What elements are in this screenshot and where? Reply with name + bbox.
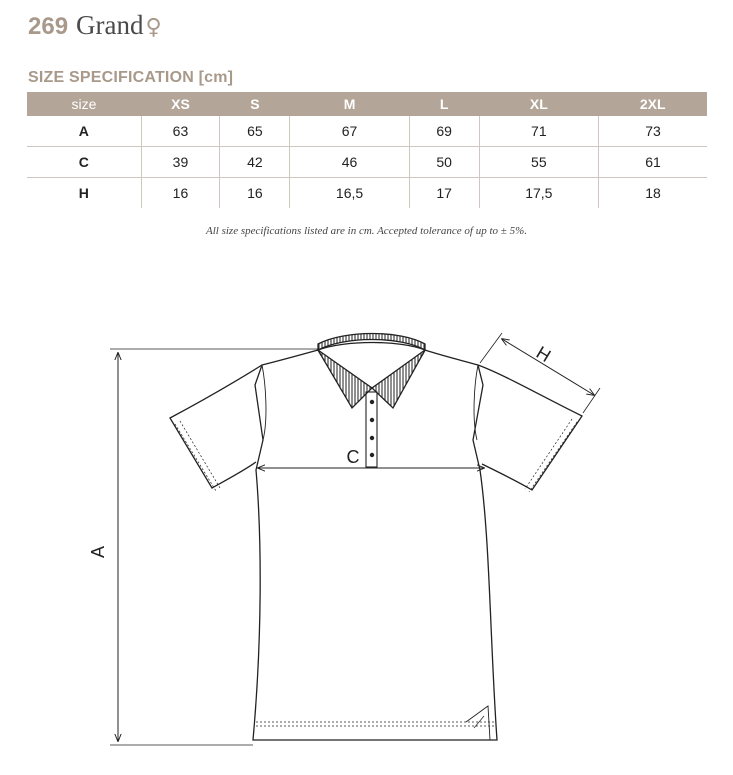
table-cell: 42 <box>220 147 290 178</box>
table-cell: 65 <box>220 116 290 147</box>
table-row <box>27 178 707 209</box>
table-cell: 50 <box>409 147 479 178</box>
table-cell: 18 <box>598 178 707 209</box>
dimension-c <box>258 447 484 468</box>
size-header-m: M <box>290 92 409 116</box>
row-label-c: C <box>27 147 141 178</box>
table-cell: 55 <box>479 147 598 178</box>
button-placket <box>366 392 377 467</box>
size-header-s: S <box>220 92 290 116</box>
product-name: Grand <box>76 10 144 40</box>
dimension-c-label: C <box>346 447 360 467</box>
table-cell: 73 <box>598 116 707 147</box>
size-header-l: L <box>409 92 479 116</box>
product-code: 269 <box>28 13 69 40</box>
table-cell: 17 <box>409 178 479 209</box>
female-symbol-icon: ♀ <box>145 15 162 40</box>
tolerance-note: All size specifications listed are in cm. Accepted tolerance of up to ± 5%. <box>206 225 527 237</box>
dimension-a-label: A <box>88 545 108 559</box>
table-cell: 16,5 <box>290 178 409 209</box>
size-header-xl: XL <box>479 92 598 116</box>
table-cell: 71 <box>479 116 598 147</box>
table-cell: 61 <box>598 147 707 178</box>
table-cell: 67 <box>290 116 409 147</box>
collar <box>318 334 425 409</box>
table-cell: 63 <box>141 116 220 147</box>
product-title <box>28 10 162 44</box>
size-specification-heading: SIZE SPECIFICATION [cm] <box>28 69 234 86</box>
size-column-header: size <box>27 92 141 116</box>
dimension-h-label: H <box>532 342 555 367</box>
table-cell: 16 <box>220 178 290 209</box>
table-cell: 17,5 <box>479 178 598 209</box>
dimension-a <box>88 349 318 745</box>
table-cell: 69 <box>409 116 479 147</box>
row-label-h: H <box>78 185 89 201</box>
table-cell: 39 <box>141 147 220 178</box>
size-header-xs: XS <box>141 92 220 116</box>
shirt-body <box>170 350 582 740</box>
polo-shirt-diagram <box>0 320 733 770</box>
table-row <box>27 147 707 178</box>
row-label-a: A <box>27 116 141 147</box>
table-cell: 46 <box>290 147 409 178</box>
table-row <box>27 116 707 147</box>
size-table <box>27 92 707 208</box>
size-header-2xl: 2XL <box>598 92 707 116</box>
table-cell: 16 <box>141 178 220 209</box>
size-header-row <box>27 92 707 116</box>
